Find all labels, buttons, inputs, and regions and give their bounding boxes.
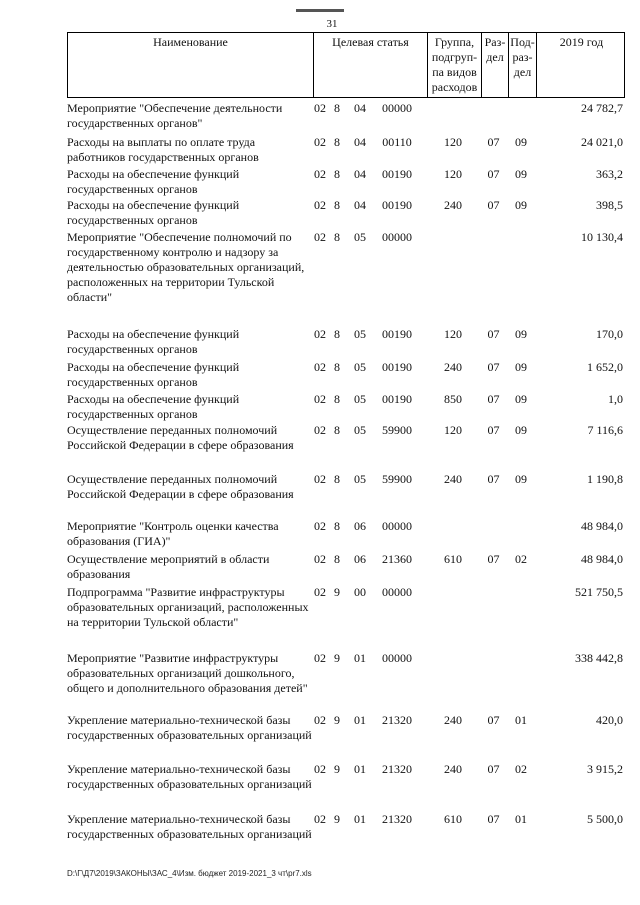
row-target-program: 02 xyxy=(314,101,326,115)
header-target-article: Целевая статья xyxy=(313,33,427,97)
row-expense-group: 240 xyxy=(444,762,462,776)
row-section: 07 xyxy=(487,472,500,486)
row-name: Расходы на обеспечение функций государственных органов xyxy=(67,327,240,356)
row-expense-group: 240 xyxy=(444,360,462,374)
row-name: Укрепление материально-технической базы государственных образовательных организаций xyxy=(67,762,312,791)
row-target-direction: 21320 xyxy=(382,762,412,776)
row-amount: 24 782,7 xyxy=(581,101,623,115)
row-expense-group: 120 xyxy=(444,423,462,437)
row-target-event: 04 xyxy=(354,198,366,212)
row-target-program: 02 xyxy=(314,585,326,599)
row-target-event: 05 xyxy=(354,230,366,244)
row-amount: 1 652,0 xyxy=(587,360,623,374)
row-target-program: 02 xyxy=(314,552,326,566)
row-target-event: 01 xyxy=(354,812,366,826)
row-target-event: 06 xyxy=(354,519,366,533)
row-expense-group: 120 xyxy=(444,135,462,149)
row-subsection: 09 xyxy=(515,392,527,406)
row-amount: 48 984,0 xyxy=(581,519,623,533)
row-name: Мероприятие "Обеспечение деятельности государственных органов" xyxy=(67,101,283,130)
row-target-subprogram: 8 xyxy=(334,167,340,181)
row-expense-group: 240 xyxy=(444,198,462,212)
row-name: Укрепление материально-технической базы государственных образовательных организаций xyxy=(67,713,312,742)
row-name: Подпрограмма "Развитие инфраструктуры образовательных организаций, расположенных на территории Тульской области" xyxy=(67,585,309,629)
row-target-event: 01 xyxy=(354,762,366,776)
row-target-subprogram: 8 xyxy=(334,327,340,341)
row-section: 07 xyxy=(487,167,500,181)
row-target-program: 02 xyxy=(314,198,326,212)
row-section: 07 xyxy=(487,198,500,212)
row-target-subprogram: 8 xyxy=(334,423,340,437)
row-amount: 170,0 xyxy=(596,327,623,341)
row-expense-group: 610 xyxy=(444,552,462,566)
row-target-event: 04 xyxy=(354,101,366,115)
row-target-subprogram: 8 xyxy=(334,472,340,486)
row-target-event: 04 xyxy=(354,167,366,181)
row-section: 07 xyxy=(487,423,500,437)
row-amount: 3 915,2 xyxy=(587,762,623,776)
row-target-direction: 21360 xyxy=(382,552,412,566)
row-amount: 7 116,6 xyxy=(587,423,623,437)
row-target-direction: 00000 xyxy=(382,585,412,599)
row-target-program: 02 xyxy=(314,230,326,244)
row-name: Мероприятие "Контроль оценки качества образования (ГИА)" xyxy=(67,519,279,548)
row-target-event: 01 xyxy=(354,651,366,665)
row-subsection: 01 xyxy=(515,713,527,727)
row-amount: 420,0 xyxy=(596,713,623,727)
row-subsection: 09 xyxy=(515,327,527,341)
row-amount: 10 130,4 xyxy=(581,230,623,244)
row-target-event: 06 xyxy=(354,552,366,566)
row-target-subprogram: 9 xyxy=(334,585,340,599)
row-expense-group: 120 xyxy=(444,327,462,341)
header-expense-group: Группа, подгруп- па видов расходов xyxy=(427,33,481,97)
row-amount: 24 021,0 xyxy=(581,135,623,149)
row-target-subprogram: 8 xyxy=(334,230,340,244)
row-name: Осуществление переданных полномочий Российской Федерации в сфере образования xyxy=(67,423,294,452)
row-target-event: 05 xyxy=(354,360,366,374)
row-target-subprogram: 8 xyxy=(334,135,340,149)
row-target-program: 02 xyxy=(314,423,326,437)
row-amount: 521 750,5 xyxy=(575,585,623,599)
row-expense-group: 120 xyxy=(444,167,462,181)
row-section: 07 xyxy=(487,552,500,566)
header-year: 2019 год xyxy=(536,33,626,97)
row-section: 07 xyxy=(487,762,500,776)
row-target-event: 05 xyxy=(354,392,366,406)
row-target-direction: 00190 xyxy=(382,327,412,341)
header-name: Наименование xyxy=(153,35,228,49)
row-target-direction: 00190 xyxy=(382,392,412,406)
row-target-subprogram: 8 xyxy=(334,519,340,533)
row-target-subprogram: 9 xyxy=(334,713,340,727)
row-target-direction: 00190 xyxy=(382,198,412,212)
top-scan-mark xyxy=(296,9,344,12)
row-target-program: 02 xyxy=(314,135,326,149)
row-name: Укрепление материально-технической базы государственных образовательных организаций xyxy=(67,812,312,841)
row-section: 07 xyxy=(487,360,500,374)
row-target-program: 02 xyxy=(314,812,326,826)
row-target-subprogram: 9 xyxy=(334,762,340,776)
row-expense-group: 850 xyxy=(444,392,462,406)
row-name: Расходы на обеспечение функций государственных органов xyxy=(67,360,240,389)
row-section: 07 xyxy=(487,327,500,341)
row-target-subprogram: 9 xyxy=(334,651,340,665)
row-name: Расходы на обеспечение функций государственных органов xyxy=(67,392,240,421)
row-target-event: 04 xyxy=(354,135,366,149)
row-target-program: 02 xyxy=(314,651,326,665)
row-section: 07 xyxy=(487,713,500,727)
row-section: 07 xyxy=(487,812,500,826)
row-target-program: 02 xyxy=(314,360,326,374)
row-target-subprogram: 8 xyxy=(334,101,340,115)
row-subsection: 09 xyxy=(515,423,527,437)
row-target-event: 05 xyxy=(354,327,366,341)
row-target-program: 02 xyxy=(314,327,326,341)
row-target-direction: 21320 xyxy=(382,713,412,727)
row-name: Осуществление переданных полномочий Российской Федерации в сфере образования xyxy=(67,472,294,501)
row-target-direction: 00190 xyxy=(382,360,412,374)
row-target-event: 05 xyxy=(354,472,366,486)
row-target-direction: 21320 xyxy=(382,812,412,826)
header-section: Раз- дел xyxy=(481,33,508,97)
row-target-direction: 59900 xyxy=(382,472,412,486)
row-target-program: 02 xyxy=(314,472,326,486)
row-amount: 5 500,0 xyxy=(587,812,623,826)
row-section: 07 xyxy=(487,135,500,149)
row-target-subprogram: 9 xyxy=(334,812,340,826)
row-target-event: 05 xyxy=(354,423,366,437)
row-target-direction: 00000 xyxy=(382,230,412,244)
row-amount: 338 442,8 xyxy=(575,651,623,665)
row-target-event: 00 xyxy=(354,585,366,599)
row-name: Расходы на обеспечение функций государственных органов xyxy=(67,198,240,227)
row-subsection: 01 xyxy=(515,812,527,826)
row-target-program: 02 xyxy=(314,519,326,533)
row-target-direction: 59900 xyxy=(382,423,412,437)
row-subsection: 02 xyxy=(515,552,527,566)
row-name: Расходы на выплаты по оплате труда работников государственных органов xyxy=(67,135,259,164)
row-expense-group: 240 xyxy=(444,713,462,727)
footer-file-path: D:\Г\Д7\2019\ЗАКОНЫ\ЗАС_4\Изм. бюджет 2019-2021_3 чт\pr7.xls xyxy=(67,869,312,878)
row-subsection: 09 xyxy=(515,198,527,212)
row-target-direction: 00110 xyxy=(382,135,412,149)
row-target-program: 02 xyxy=(314,713,326,727)
row-name: Мероприятие "Обеспечение полномочий по государственному контролю и надзору за деятельностью образовательных организаций, расположенных на территории Тульской области" xyxy=(67,230,305,304)
row-subsection: 09 xyxy=(515,135,527,149)
row-target-direction: 00000 xyxy=(382,651,412,665)
row-amount: 48 984,0 xyxy=(581,552,623,566)
row-target-program: 02 xyxy=(314,762,326,776)
header-subsection: Под- раз- дел xyxy=(508,33,536,97)
row-name: Осуществление мероприятий в области образования xyxy=(67,552,270,581)
row-target-subprogram: 8 xyxy=(334,198,340,212)
row-target-event: 01 xyxy=(354,713,366,727)
row-target-direction: 00190 xyxy=(382,167,412,181)
row-subsection: 02 xyxy=(515,762,527,776)
row-amount: 363,2 xyxy=(596,167,623,181)
row-subsection: 09 xyxy=(515,167,527,181)
row-expense-group: 610 xyxy=(444,812,462,826)
row-subsection: 09 xyxy=(515,472,527,486)
row-name: Мероприятие "Развитие инфраструктуры образовательных организаций дошкольного, общего и дополнительного образования детей" xyxy=(67,651,308,695)
row-amount: 1 190,8 xyxy=(587,472,623,486)
page-number: 31 xyxy=(326,18,338,30)
row-target-direction: 00000 xyxy=(382,519,412,533)
row-target-direction: 00000 xyxy=(382,101,412,115)
row-amount: 1,0 xyxy=(608,392,623,406)
row-target-subprogram: 8 xyxy=(334,360,340,374)
row-target-subprogram: 8 xyxy=(334,392,340,406)
row-target-program: 02 xyxy=(314,392,326,406)
row-amount: 398,5 xyxy=(596,198,623,212)
table-header xyxy=(67,32,625,98)
row-name: Расходы на обеспечение функций государственных органов xyxy=(67,167,240,196)
row-target-subprogram: 8 xyxy=(334,552,340,566)
row-target-program: 02 xyxy=(314,167,326,181)
row-section: 07 xyxy=(487,392,500,406)
row-subsection: 09 xyxy=(515,360,527,374)
row-expense-group: 240 xyxy=(444,472,462,486)
